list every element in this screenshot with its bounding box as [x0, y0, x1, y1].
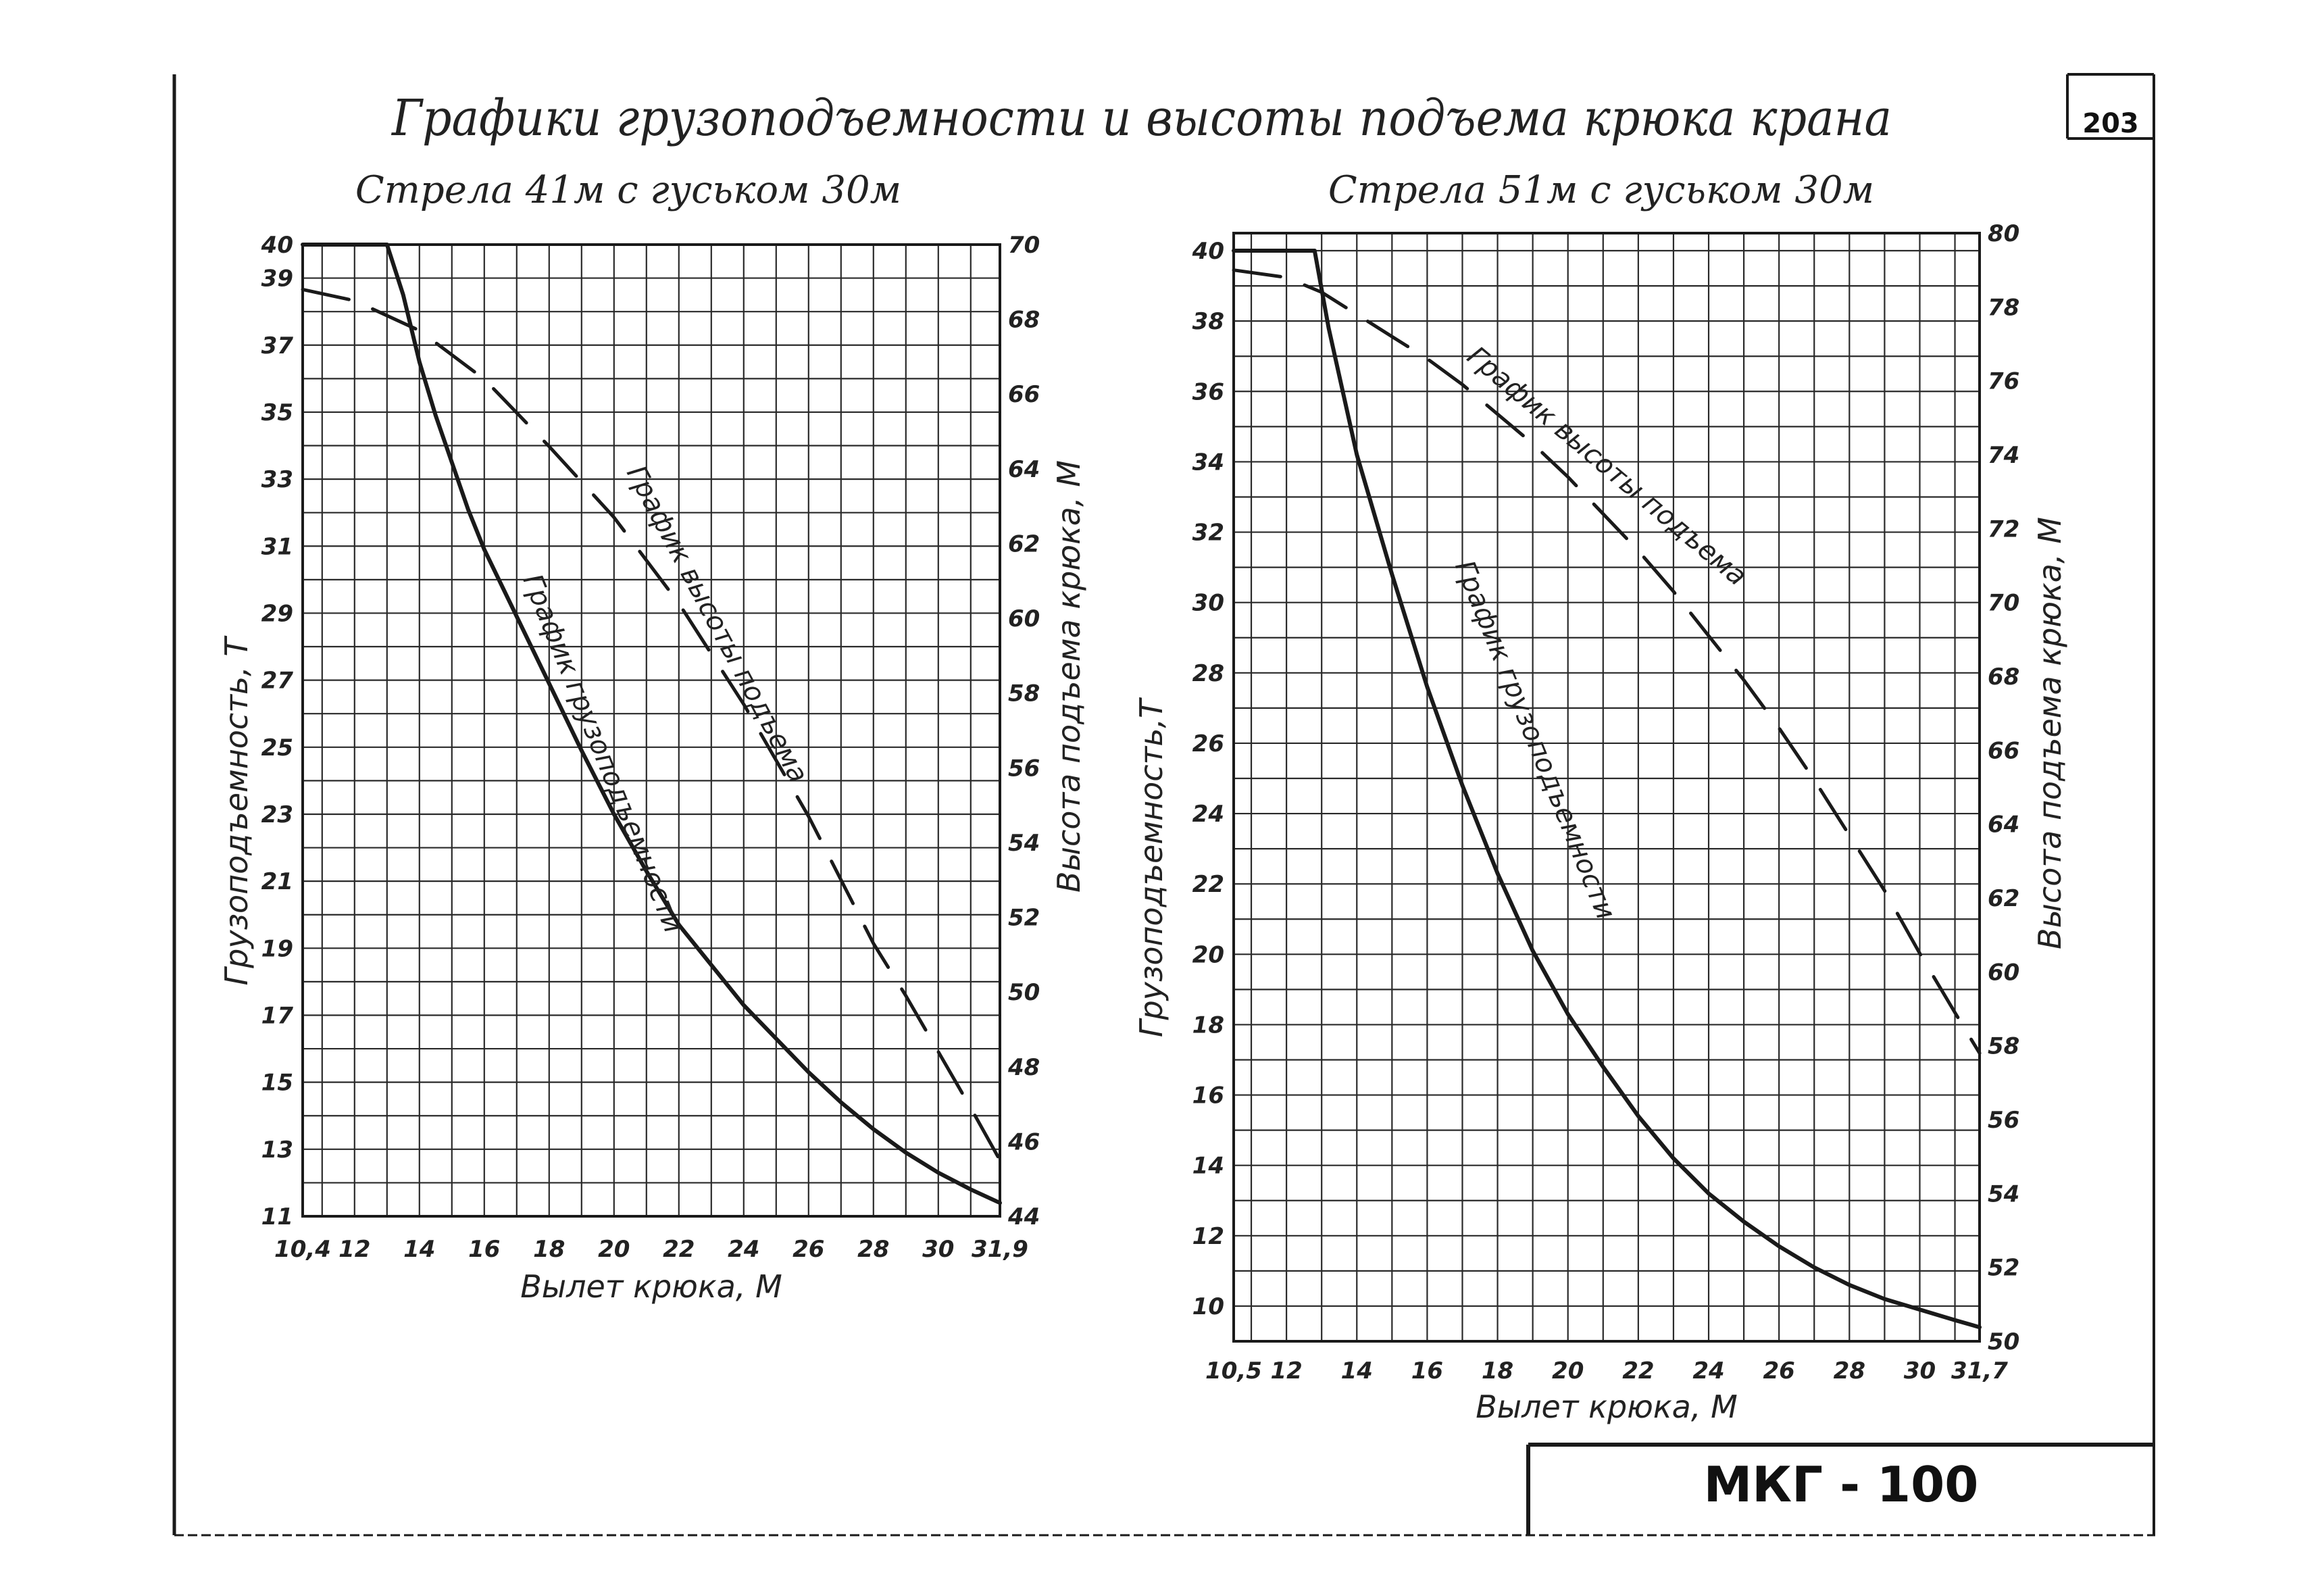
y-tick-label-right: 52	[1008, 904, 1040, 932]
y-tick-label-left: 37	[261, 332, 293, 359]
x-tick-label: 18	[1481, 1357, 1514, 1385]
y-tick-label-right: 58	[1008, 680, 1040, 707]
y-tick-label-left: 23	[261, 801, 293, 828]
x-tick-label: 10,5	[1205, 1357, 1262, 1385]
x-tick-label: 22	[663, 1236, 695, 1263]
y-tick-label-right: 72	[1988, 516, 2020, 543]
y-tick-label-right: 46	[1008, 1128, 1040, 1156]
y-tick-label-right: 68	[1008, 306, 1040, 334]
annotation-hook-height: График высоты подъема	[620, 460, 814, 789]
chart-boom-51m	[1133, 168, 2068, 1425]
y-tick-label-right: 60	[1008, 605, 1040, 633]
x-tick-label: 24	[728, 1236, 760, 1263]
grid	[303, 245, 1000, 1216]
y-tick-label-right: 44	[1008, 1203, 1040, 1230]
y-tick-label-left: 26	[1192, 730, 1224, 757]
annotation-load-capacity: График грузоподъемности	[516, 570, 689, 938]
x-tick-label: 24	[1692, 1357, 1725, 1385]
series-line-load-capacity	[303, 245, 1000, 1203]
y-tick-label-right: 50	[1008, 979, 1040, 1007]
y-tick-label-left: 24	[1192, 801, 1224, 828]
y-tick-label-right: 56	[1008, 755, 1040, 782]
y-axis-label-right: Высота подъема крюка, М	[2032, 517, 2068, 949]
y-tick-label-left: 10	[1192, 1293, 1224, 1320]
y-tick-label-right: 62	[1008, 530, 1040, 558]
y-tick-label-right: 78	[1988, 294, 2020, 322]
y-tick-label-right: 62	[1988, 885, 2020, 912]
x-tick-label: 10,4	[274, 1236, 331, 1263]
y-tick-label-left: 30	[1192, 589, 1224, 617]
x-tick-label: 16	[1411, 1357, 1444, 1385]
x-tick-label: 16	[468, 1236, 501, 1263]
y-tick-label-right: 80	[1988, 220, 2020, 247]
y-tick-label-right: 52	[1988, 1254, 2020, 1282]
x-tick-label: 12	[338, 1236, 371, 1263]
annotation-hook-height: График высоты подъема	[1461, 340, 1753, 593]
x-axis-label: Вылет крюка, М	[520, 1268, 782, 1305]
chart-title: Стрела 41м с гуськом 30м	[355, 168, 902, 212]
y-tick-label-left: 16	[1192, 1082, 1224, 1109]
y-tick-label-left: 31	[261, 533, 293, 561]
y-tick-label-right: 68	[1988, 664, 2020, 691]
y-tick-label-right: 70	[1988, 589, 2020, 617]
y-tick-label-left: 19	[261, 935, 293, 963]
y-axis-label-left: Грузоподъемность, Т	[218, 637, 255, 986]
y-tick-label-right: 50	[1988, 1328, 2020, 1355]
y-tick-label-left: 35	[261, 399, 293, 426]
y-tick-label-left: 40	[1192, 238, 1224, 266]
y-tick-label-left: 18	[1192, 1012, 1224, 1039]
x-tick-label: 22	[1622, 1357, 1655, 1385]
series-line-hook-height	[303, 289, 1000, 1160]
series-line-hook-height	[1234, 270, 1980, 1053]
y-tick-label-left: 28	[1192, 659, 1224, 687]
stamp-label: МКГ - 100	[1703, 1456, 1979, 1513]
y-tick-label-right: 48	[1008, 1053, 1040, 1081]
y-tick-label-left: 39	[261, 265, 293, 293]
x-tick-label: 26	[793, 1236, 825, 1263]
y-tick-label-left: 36	[1192, 378, 1224, 406]
x-tick-label: 30	[1903, 1357, 1936, 1385]
y-tick-label-left: 15	[261, 1069, 293, 1097]
x-tick-label: 30	[922, 1236, 955, 1263]
x-tick-label: 31,9	[972, 1236, 1028, 1263]
y-tick-label-right: 56	[1988, 1107, 2020, 1134]
x-tick-label: 20	[598, 1236, 630, 1263]
y-tick-label-right: 54	[1008, 829, 1040, 857]
y-tick-label-left: 12	[1192, 1222, 1224, 1250]
y-tick-label-left: 14	[1192, 1152, 1224, 1180]
page-number: 203	[2082, 108, 2139, 139]
y-tick-label-left: 11	[261, 1203, 293, 1230]
chart-boom-41m	[218, 168, 1087, 1305]
y-tick-label-left: 22	[1192, 871, 1224, 899]
y-tick-label-left: 33	[261, 466, 293, 494]
y-tick-label-left: 17	[261, 1002, 293, 1030]
page-title: Графики грузоподъемности и высоты подъема крюка крана	[391, 89, 1892, 147]
x-tick-label: 14	[1340, 1357, 1373, 1385]
y-tick-label-left: 40	[261, 232, 293, 259]
x-tick-label: 12	[1270, 1357, 1303, 1385]
chart-title: Стрела 51м с гуськом 30м	[1328, 168, 1875, 212]
y-tick-label-right: 54	[1988, 1180, 2020, 1208]
x-tick-label: 18	[533, 1236, 565, 1263]
y-tick-label-right: 70	[1008, 232, 1040, 259]
y-tick-label-right: 74	[1988, 442, 2020, 469]
y-tick-label-right: 60	[1988, 959, 2020, 987]
y-tick-label-left: 38	[1192, 308, 1224, 336]
y-tick-label-left: 25	[261, 734, 293, 762]
x-axis-label: Вылет крюка, М	[1476, 1389, 1738, 1425]
x-tick-label: 14	[403, 1236, 436, 1263]
y-tick-label-right: 66	[1988, 737, 2020, 765]
y-tick-label-left: 20	[1192, 941, 1224, 969]
y-tick-label-right: 66	[1008, 381, 1040, 409]
y-tick-label-left: 34	[1192, 449, 1224, 476]
annotation-load-capacity: График грузоподъемности	[1449, 556, 1621, 924]
x-tick-label: 28	[1833, 1357, 1865, 1385]
y-axis-label-left: Грузоподъемность,Т	[1133, 699, 1169, 1038]
y-tick-label-left: 29	[261, 600, 293, 628]
y-tick-label-right: 64	[1008, 455, 1040, 483]
y-tick-label-right: 76	[1988, 368, 2020, 395]
x-tick-label: 26	[1763, 1357, 1795, 1385]
y-tick-label-right: 64	[1988, 811, 2020, 839]
x-tick-label: 28	[857, 1236, 890, 1263]
y-tick-label-left: 27	[261, 667, 293, 695]
x-tick-label: 31,7	[1951, 1357, 2008, 1385]
y-tick-label-left: 32	[1192, 519, 1224, 547]
x-tick-label: 20	[1552, 1357, 1584, 1385]
y-tick-label-left: 13	[261, 1136, 293, 1164]
y-tick-label-right: 58	[1988, 1032, 2020, 1060]
y-tick-label-left: 21	[261, 868, 293, 896]
plot-frame	[303, 245, 1000, 1216]
y-axis-label-right: Высота подъема крюка, М	[1051, 460, 1087, 893]
